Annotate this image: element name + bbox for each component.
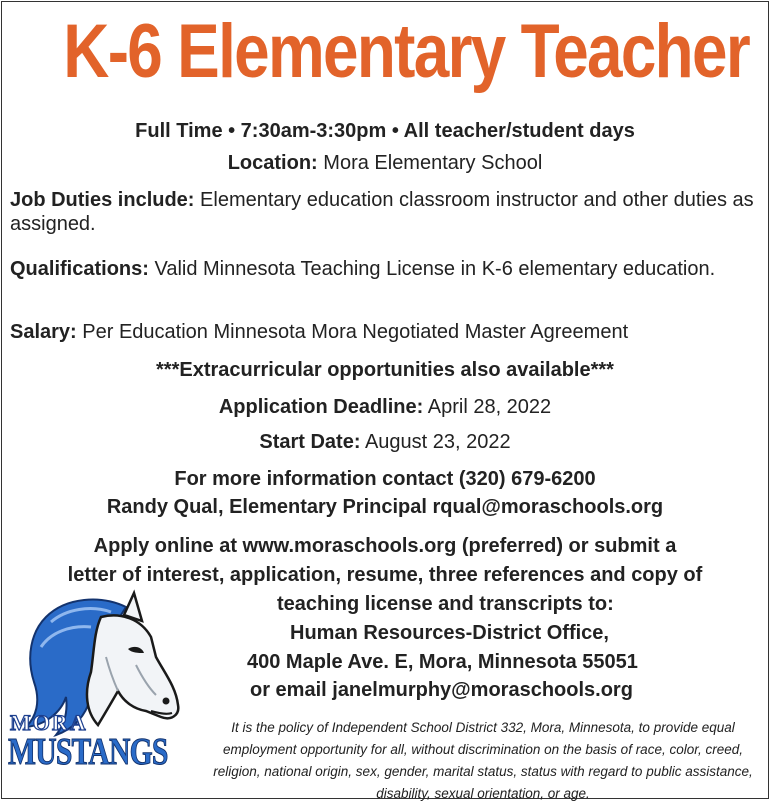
apply-line-4: Human Resources-District Office,	[290, 622, 609, 644]
apply-line-3: teaching license and transcripts to:	[277, 593, 614, 615]
salary-value: Per Education Minnesota Mora Negotiated Master Agreement	[82, 321, 629, 343]
duties-label: Job Duties include:	[10, 189, 195, 211]
qualifications-line	[10, 257, 760, 281]
duties-value: Elementary education classroom instructor and other duties as assigned.	[10, 189, 754, 235]
equal-opportunity-policy: It is the policy of Independent School District 332, Mora, Minnesota, to provide equal employment opportunity for all, without discrimination on the basis of race, color, creed, religion, national origin, sex, gender, marital status, status with regard to public assistance, disability, sexual orientation, or age.	[213, 720, 753, 801]
apply-line-6: or email janelmurphy@moraschools.org	[250, 679, 633, 701]
qualifications-value: Valid Minnesota Teaching License in K-6 elementary education.	[154, 258, 716, 280]
contact-line-2: Randy Qual, Elementary Principal rqual@moraschools.org	[106, 496, 664, 518]
start-date-line	[2, 431, 768, 454]
job-ad	[1, 1, 769, 799]
ad-title: K-6 Elementary Teacher	[63, 9, 749, 94]
extracurricular-line: ***Extracurricular opportunities also available***	[156, 359, 614, 381]
deadline-value: April 28, 2022	[427, 396, 552, 418]
apply-line-2: letter of interest, application, resume, three references and copy of	[67, 564, 703, 586]
schedule-line: Full Time • 7:30am-3:30pm • All teacher/student days	[135, 120, 635, 142]
qualifications-label: Qualifications:	[10, 258, 149, 280]
deadline-line	[2, 396, 768, 419]
salary-line	[10, 320, 760, 344]
salary-label: Salary:	[10, 321, 77, 343]
apply-line-1: Apply online at www.moraschools.org (preferred) or submit a	[93, 535, 677, 557]
contact-line-1: For more information contact (320) 679-6200	[174, 468, 596, 490]
location-label: Location:	[227, 152, 318, 174]
location-line	[2, 152, 768, 175]
logo-mora-text: MORA	[10, 710, 88, 735]
logo-mustangs-text: MUSTANGS	[8, 731, 168, 773]
location-value: Mora Elementary School	[323, 152, 543, 174]
deadline-label: Application Deadline:	[218, 396, 424, 418]
start-date-label: Start Date:	[259, 431, 361, 453]
apply-line-5: 400 Maple Ave. E, Mora, Minnesota 55051	[247, 651, 638, 673]
start-date-value: August 23, 2022	[364, 431, 511, 453]
duties-line	[10, 188, 760, 236]
